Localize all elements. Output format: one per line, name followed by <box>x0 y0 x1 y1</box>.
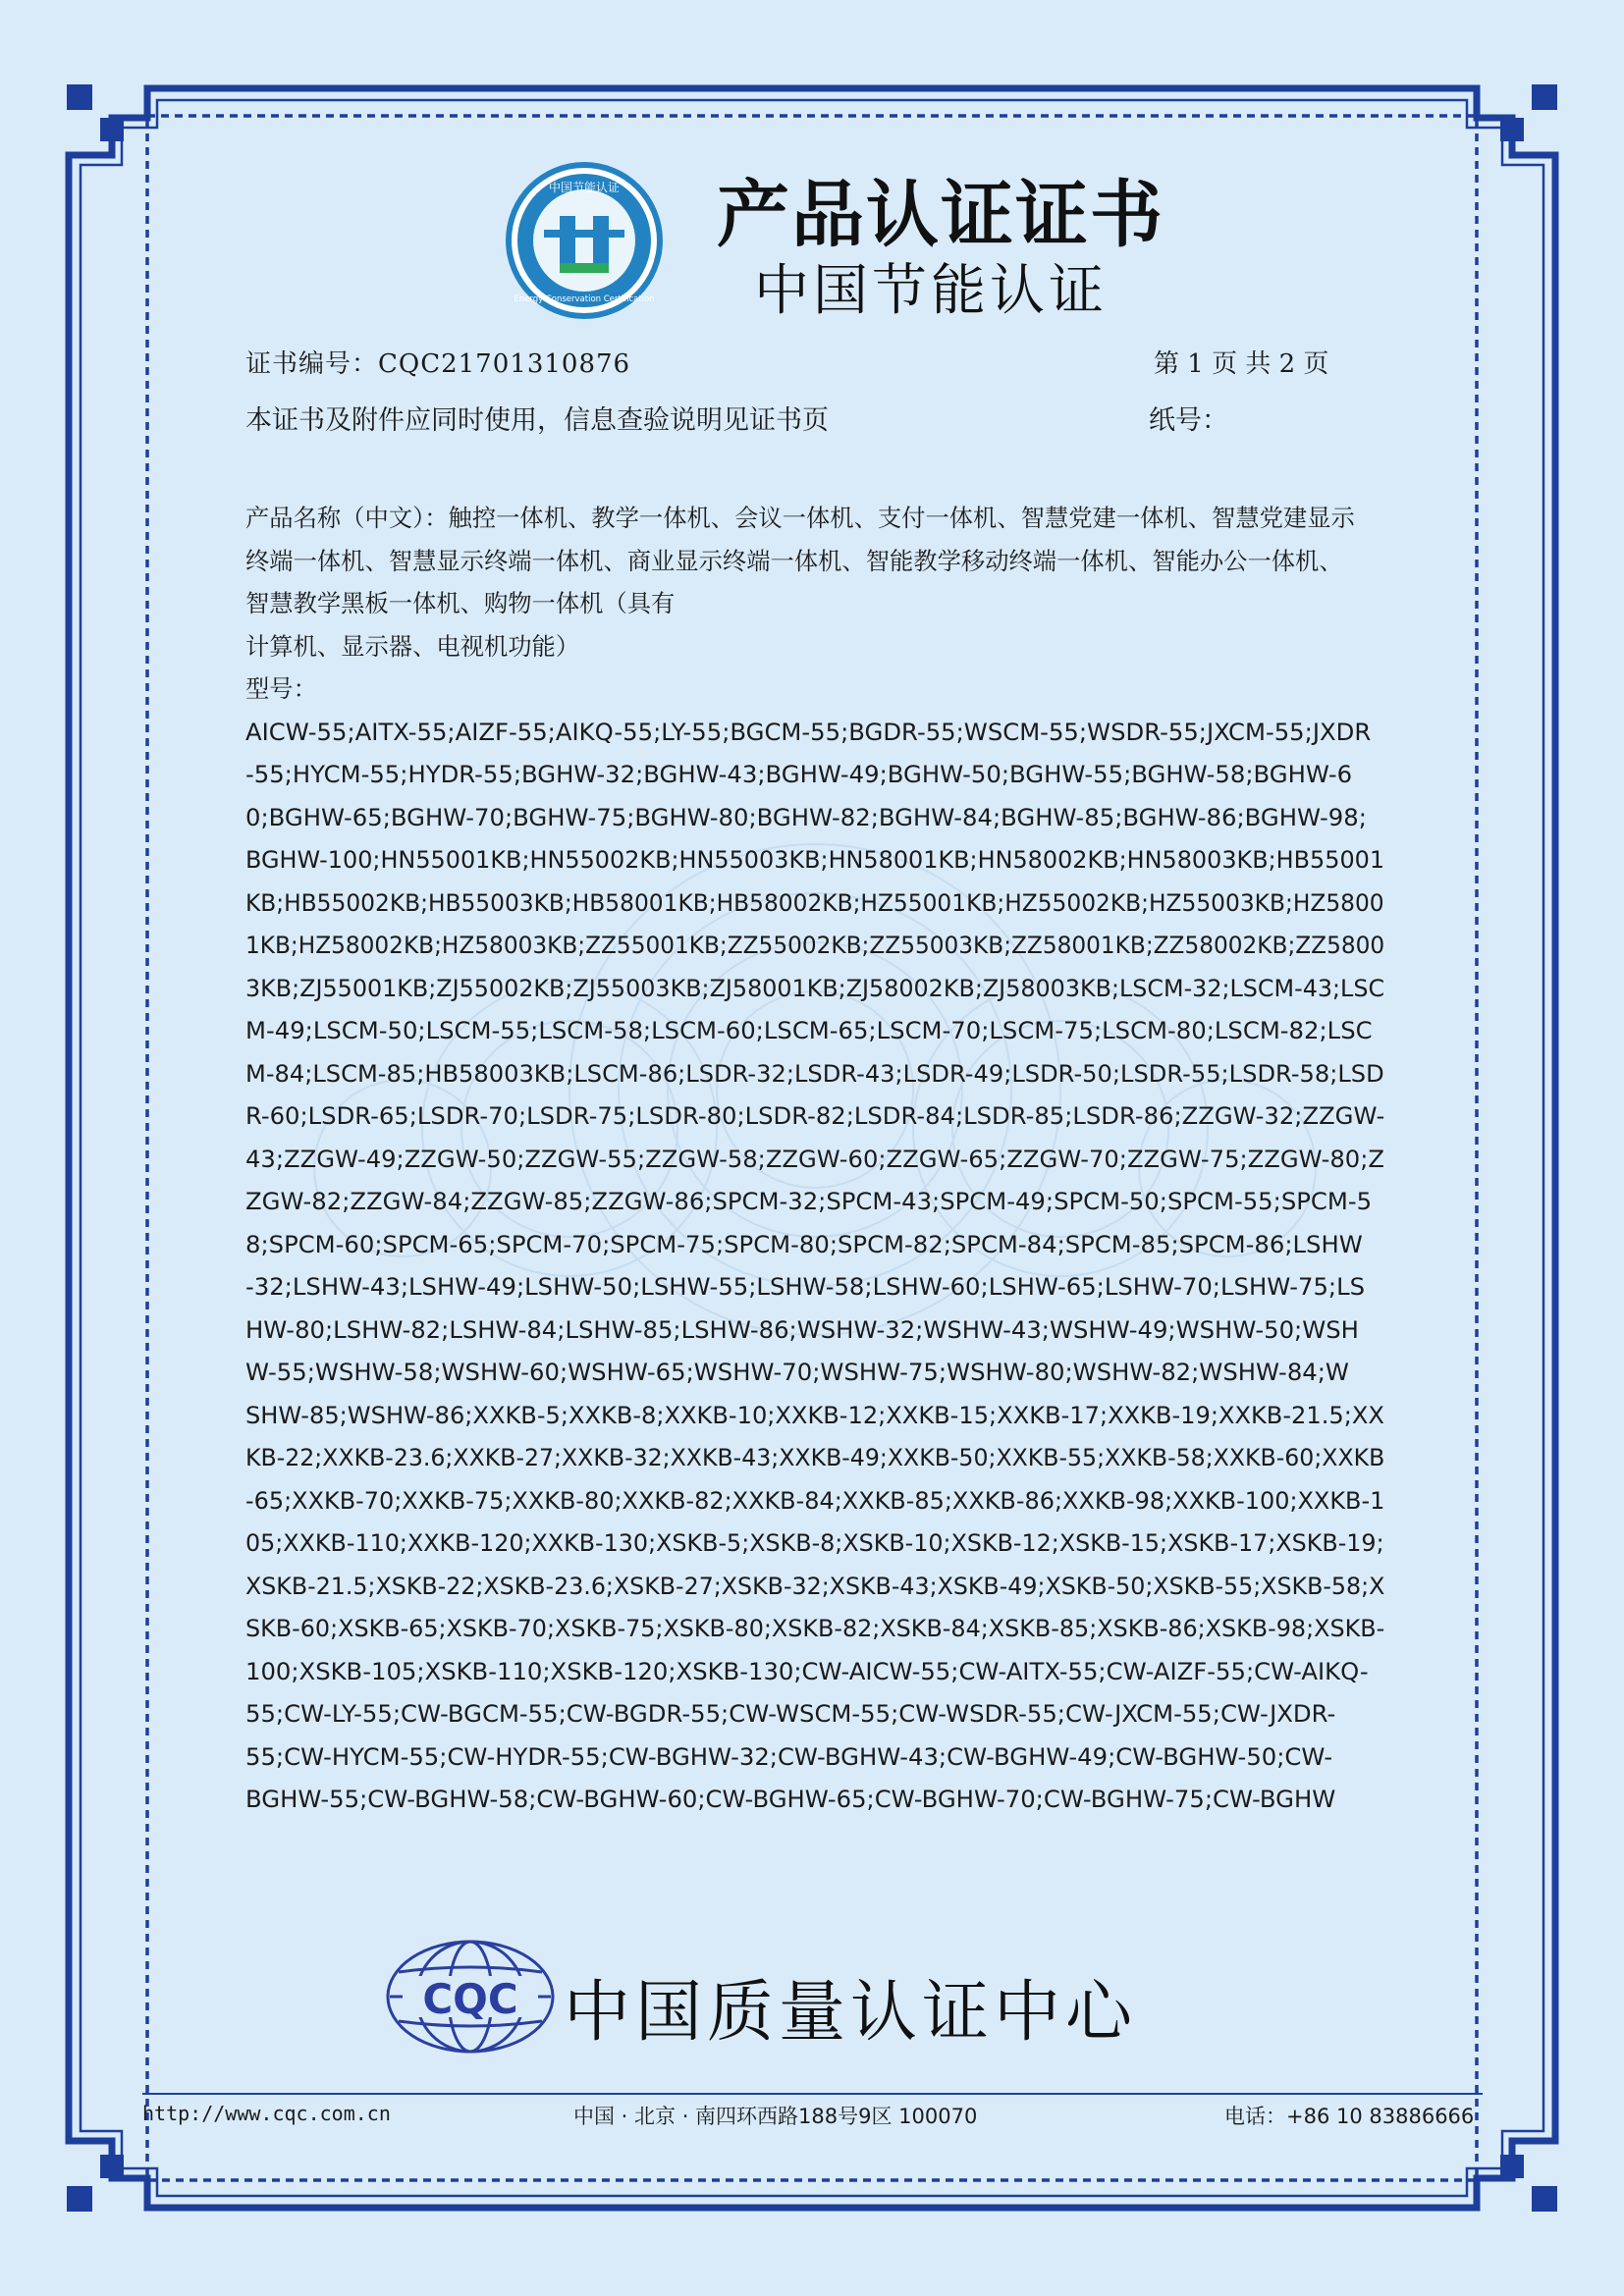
page-info: 第 1 页 共 2 页 <box>1154 349 1329 379</box>
content-line: SKB-60;XSKB-65;XSKB-70;XSKB-75;XSKB-80;XSKB-82;XSKB-84;XSKB-85;XSKB-86;XSKB-98;XSKB- <box>245 1614 1385 1642</box>
cqc-globe-logo-icon <box>385 1939 556 2055</box>
content-line: 55;CW-HYCM-55;CW-HYDR-55;CW-BGHW-32;CW-BGHW-43;CW-BGHW-49;CW-BGHW-50;CW- <box>245 1741 1333 1771</box>
footer-address: 中国 · 北京 · 南四环西路188号9区 100070 <box>573 2105 978 2128</box>
content-line: KB;HB55002KB;HB55003KB;HB58001KB;HB58002KB;HZ55001KB;HZ55002KB;HZ55003KB;HZ5800 <box>245 887 1384 917</box>
content-line: AICW-55;AITX-55;AIZF-55;AIKQ-55;LY-55;BGCM-55;BGDR-55;WSCM-55;WSDR-55;JXCM-55;JXDR <box>245 717 1372 746</box>
logo-bottom-text: Energy Conservation Certification <box>514 294 655 304</box>
content-line: 05;XXKB-110;XXKB-120;XXKB-130;XSKB-5;XSKB-8;XSKB-10;XSKB-12;XSKB-15;XSKB-17;XSKB-19; <box>245 1528 1384 1557</box>
content-line: -65;XXKB-70;XXKB-75;XXKB-80;XXKB-82;XXKB-84;XXKB-85;XXKB-86;XXKB-98;XXKB-100;XXKB-1 <box>245 1485 1385 1515</box>
content-line: BGHW-100;HN55001KB;HN55002KB;HN55003KB;HN58001KB;HN58002KB;HN58003KB;HB55001 <box>245 845 1385 874</box>
issuer-name: 中国质量认证中心 <box>564 1974 1138 2052</box>
certificate-title: 产品认证证书 <box>717 173 1164 257</box>
content-line: 计算机、显示器、电视机功能） <box>245 631 580 661</box>
usage-notice: 本证书及附件应同时使用，信息查验说明见证书页 <box>245 405 829 436</box>
content-line: 0;BGHW-65;BGHW-70;BGHW-75;BGHW-80;BGHW-82;BGHW-84;BGHW-85;BGHW-86;BGHW-98; <box>245 802 1367 831</box>
content-line: ZGW-82;ZZGW-84;ZZGW-85;ZZGW-86;SPCM-32;SPCM-43;SPCM-49;SPCM-50;SPCM-55;SPCM-5 <box>245 1187 1373 1215</box>
footer-telephone: 电话：+86 10 83886666 <box>1224 2105 1475 2128</box>
content-line: SHW-85;WSHW-86;XXKB-5;XXKB-8;XXKB-10;XXKB-12;XXKB-15;XXKB-17;XXKB-19;XXKB-21.5;XX <box>245 1400 1384 1429</box>
content-line: 1KB;HZ58002KB;HZ58003KB;ZZ55001KB;ZZ55002KB;ZZ55003KB;ZZ58001KB;ZZ58002KB;ZZ5800 <box>245 931 1385 959</box>
content-line: 智慧教学黑板一体机、购物一体机（具有 <box>245 589 676 617</box>
product-details <box>245 497 1384 1821</box>
logo-top-text: 中国节能认证 <box>548 181 621 194</box>
cqc-logo-text: CQC <box>422 1975 518 2023</box>
content-line: -55;HYCM-55;HYDR-55;BGHW-32;BGHW-43;BGHW-49;BGHW-50;BGHW-55;BGHW-58;BGHW-6 <box>245 760 1353 788</box>
content-line: 终端一体机、智慧显示终端一体机、商业显示终端一体机、智能教学移动终端一体机、智能办公一体机、 <box>245 546 1343 575</box>
content-line: BGHW-55;CW-BGHW-58;CW-BGHW-60;CW-BGHW-65;CW-BGHW-70;CW-BGHW-75;CW-BGHW <box>245 1785 1336 1813</box>
content-line: 8;SPCM-60;SPCM-65;SPCM-70;SPCM-75;SPCM-80;SPCM-82;SPCM-84;SPCM-85;SPCM-86;LSHW <box>245 1229 1363 1258</box>
content-line: -32;LSHW-43;LSHW-49;LSHW-50;LSHW-55;LSHW-58;LSHW-60;LSHW-65;LSHW-70;LSHW-75;LS <box>245 1272 1366 1301</box>
content-line: M-84;LSCM-85;HB58003KB;LSCM-86;LSDR-32;LSDR-43;LSDR-49;LSDR-50;LSDR-55;LSDR-58;LSD <box>245 1058 1384 1088</box>
content-line: 3KB;ZJ55001KB;ZJ55002KB;ZJ55003KB;ZJ58001KB;ZJ58002KB;ZJ58003KB;LSCM-32;LSCM-43;LSC <box>245 973 1385 1002</box>
content-line: M-49;LSCM-50;LSCM-55;LSCM-58;LSCM-60;LSCM-65;LSCM-70;LSCM-75;LSCM-80;LSCM-82;LSC <box>245 1016 1373 1044</box>
content-line: XSKB-21.5;XSKB-22;XSKB-23.6;XSKB-27;XSKB-32;XSKB-43;XSKB-49;XSKB-50;XSKB-55;XSKB-58;X <box>245 1571 1385 1600</box>
content-line: 55;CW-LY-55;CW-BGCM-55;CW-BGDR-55;CW-WSCM-55;CW-WSDR-55;CW-JXCM-55;CW-JXDR- <box>245 1699 1336 1728</box>
content-line: 型号： <box>245 674 317 703</box>
content-line: 43;ZZGW-49;ZZGW-50;ZZGW-55;ZZGW-58;ZZGW-60;ZZGW-65;ZZGW-70;ZZGW-75;ZZGW-80;Z <box>245 1144 1384 1173</box>
certificate-number: 证书编号：CQC21701310876 <box>245 349 631 379</box>
content-line: HW-80;LSHW-82;LSHW-84;LSHW-85;LSHW-86;WSHW-32;WSHW-43;WSHW-49;WSHW-50;WSH <box>245 1314 1359 1344</box>
paper-number: 纸号： <box>1149 405 1228 436</box>
content-line: 100;XSKB-105;XSKB-110;XSKB-120;XSKB-130;CW-AICW-55;CW-AITX-55;CW-AIZF-55;CW-AIKQ- <box>245 1656 1369 1685</box>
content-line: W-55;WSHW-58;WSHW-60;WSHW-65;WSHW-70;WSHW-75;WSHW-80;WSHW-82;WSHW-84;W <box>245 1358 1349 1386</box>
footer-website: http://www.cqc.com.cn <box>142 2102 391 2125</box>
energy-conservation-logo-icon <box>501 157 668 324</box>
certificate-subtitle: 中国节能认证 <box>754 259 1108 323</box>
content-line: KB-22;XXKB-23.6;XXKB-27;XXKB-32;XXKB-43;XXKB-49;XXKB-50;XXKB-55;XXKB-58;XXKB-60;XXKB <box>245 1443 1385 1471</box>
content-line: R-60;LSDR-65;LSDR-70;LSDR-75;LSDR-80;LSDR-82;LSDR-84;LSDR-85;LSDR-86;ZZGW-32;ZZGW- <box>245 1101 1385 1130</box>
content-line: 产品名称（中文）：触控一体机、教学一体机、会议一体机、支付一体机、智慧党建一体机、智慧党建显示 <box>245 504 1355 532</box>
